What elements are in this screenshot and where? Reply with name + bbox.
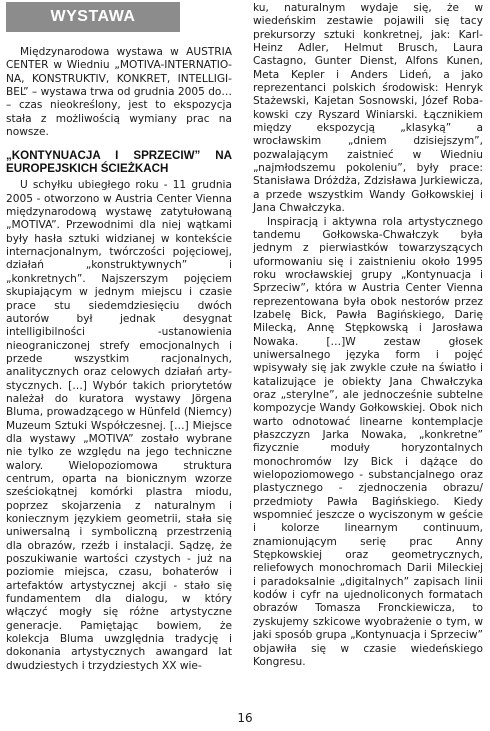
article-heading: „KONTYNUACJA I SPRZECIW” NA EUROPEJSKICH ŚCIEŻKACH — [6, 149, 232, 176]
body-paragraph-left: U schyłku ubiegłego roku - 11 grudnia 2005 - otworzono w Austria Center Vienna międzynarodową wystawę zatytułowaną „MOTIVA”. Przewodnimi dla niej wątkami były hasła sztuki widzianej w kontekście internacjonalnym, twórczości pojęciowej, działań „konstruktywnych” i „konkretnych”. Najszerszym pojęciem skupiającym w jednym miejscu i czasie prace stu siedemdziesięciu dwóch autorów był jednak desygnat intelligibilności -ustanowienia nieograniczonej strefy emocjonalnych i przede wszystkim racjonalnych, analitycznych oraz celowych działań artystycznych. […] Wybór takich priorytetów należał do kuratora wystawy Jörgena Bluma, prowadzącego w Hünfeld (Niemcy) Muzeum Sztuki Współczesnej. […] Miejsce dla wystawy „MOTIVA” zostało wybrane nie tylko ze względu na jego techniczne walory. Wielopoziomowa struktura centrum, oparta na bionicznym wzorze sześciokątnej komórki plastra miodu, poprzez skojarzenia z naturalnym i koniecznym językiem geometrii, stała się uniwersalną i symboliczną przestrzenią dla obrazów, rzeźb i instalacji. Sądzę, że poszukiwanie wartości czystych - już na poziomie miejsca, czasu, bohaterów i artefaktów artystycznej akcji - stało się fundamentem dla dialogu, w który włączyć mogły się różne artystyczne generacje. Pamiętając bowiem, że kolekcja Bluma uwzględnia tradycję i dokonania artystycznych awangard lat dwudziestych i trzydziestych XX wie- — [6, 179, 232, 672]
left-column — [6, 2, 232, 673]
section-banner: WYSTAWA — [6, 2, 180, 32]
page-number: 16 — [237, 711, 253, 725]
lead-paragraph: Międzynarodowa wystawa w AUSTRIA CENTER w Wiedniu „MOTIVA-INTERNATIONA, KONSTRUKTIV, KONKRET, INTELLIGIBEL” – wystawa trwa od grudnia 2005 do… – czas nieokreślony, jest to ekspozycja stała z możliwością wymiany prac na nowsze. — [6, 46, 232, 139]
body-paragraph-right: Inspiracją i aktywna rola artystycznego tandemu Gołkowska-Chwałczyk była jednym z pierwiastków towarzyszących uformowaniu się i zaistnieniu około 1995 roku wrocławskiej grupy „Kontynuacja i Sprzeciw”, która w Austria Center Vienna reprezentowana była obok nestorów przez Izabelę Bick, Pawła Bagińskiego, Darię Milecką, Annę Stępkowską i Jarosława Nowaka. […]W zestaw głosek uniwersalnego języka form i pojęć wpisywały się jak zwykle czułe na światło i katalizujące je obiekty Jana Chwałczyka oraz „sterylne”, ale jednocześnie subtelne kompozycje Wandy Gołkowskiej. Obok nich warto odnotować linearne kontemplacje płaszczyzn Jarka Nowaka, „konkretne” fizycznie moduły horyzontalnych monochromów Izy Bick i dążące do wielopoziomowego - substancjalnego oraz plastycznego - zjednoczenia obrazu/ przedmioty Pawła Bagińskiego. Kiedy wspomnieć jeszcze o wyciszonym w geście i kolorze linearnym continuum, znamionującym serię prac Anny Stępkowskiej oraz geometrycznych, reliefowych monochromach Darii Mileckiej i paradoksalnie „digitalnych” zapisach linii kodów i cyfr na ujednoliconych formatach obrazów Tomasza Fronckiewicza, to zyskujemy szkicowe wyobrażenie o tym, w jaki sposób grupa „Kontynuacja i Sprzeciw” objawiła się w czasie wiedeńskiego Kongresu. — [253, 215, 483, 668]
right-column — [253, 2, 483, 669]
body-paragraph-right-continued: ku, naturalnym wydaje się, że w wiedeńskim zestawie pojawili się tacy prekursorzy sztuki konkretnej, jak: Karl-Heinz Adler, Helmut Brusch, Laura Castagno, Gunter Dienst, Alfons Kunen, Meta Kepler i Anders Lideń, a jako reprezentanci polskich środowisk: Henryk Stażewski, Kajetan Sosnowski, Józef Robakowski czy Ryszard Winiarski. Łącznikiem między ekspozycją „klasyką” a wrocławskim „dniem dzisiejszym”, pozwalającym zaistnieć w Wiedniu „najmłodszemu pokoleniu”, były prace: Stanisława Dróżdża, Zdzisława Jurkiewicza, a przede wszystkim Wandy Gołkowskiej i Jana Chwałczyka. — [253, 2, 483, 215]
